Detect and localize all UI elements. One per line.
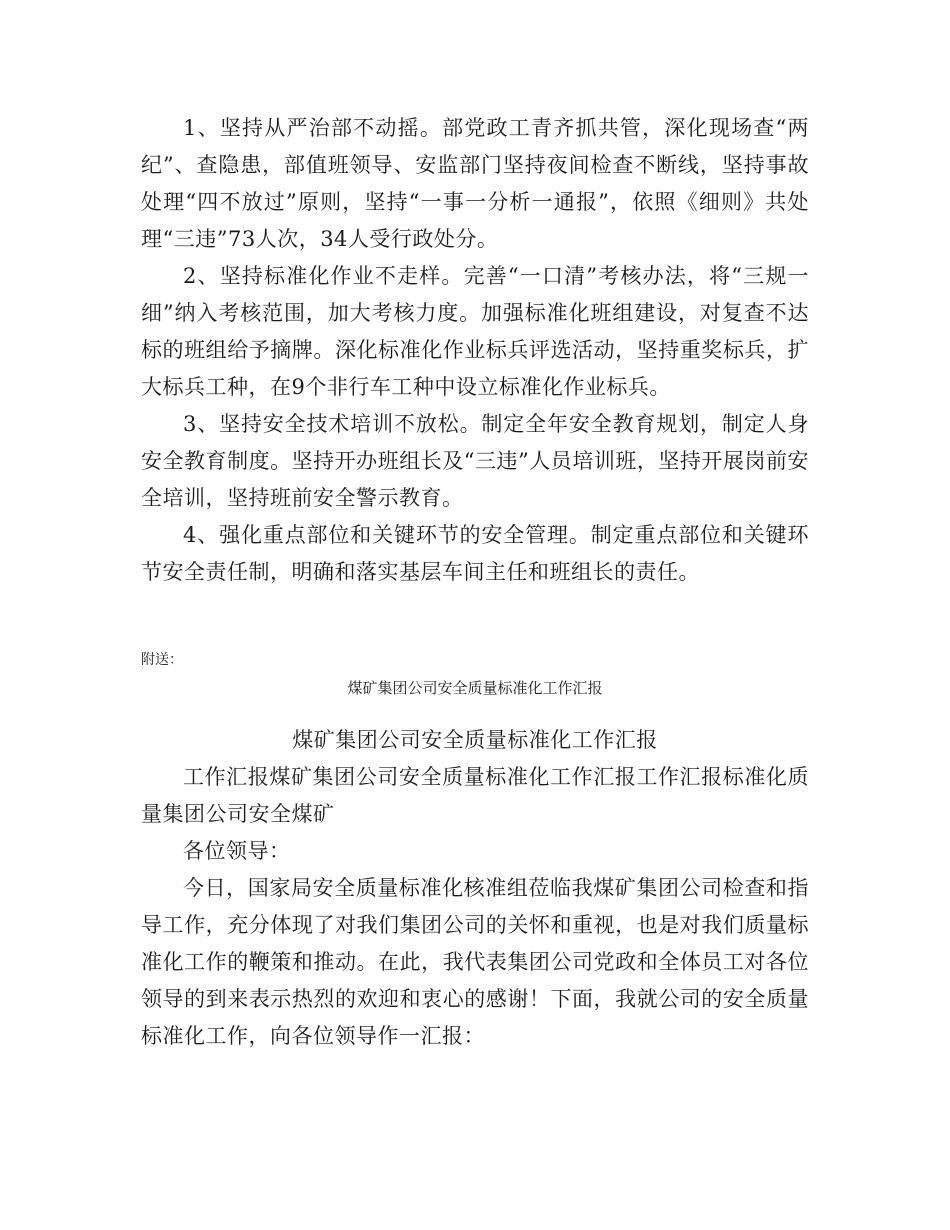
paragraph-4: 4、强化重点部位和关键环节的安全管理。制定重点部位和关键环节安全责任制，明确和落实基层车间主任和班组长的责任。 xyxy=(141,523,809,584)
report-section xyxy=(141,722,809,1055)
report-keywords: 工作汇报煤矿集团公司安全质量标准化工作汇报工作汇报标准化质量集团公司安全煤矿 xyxy=(141,765,809,826)
report-title: 煤矿集团公司安全质量标准化工作汇报 xyxy=(292,728,658,752)
report-salutation: 各位领导： xyxy=(183,839,291,863)
attachment-label: 附送： xyxy=(141,652,183,668)
paragraph-2: 2、坚持标准化作业不走样。完善“一口清”考核办法，将“三规一细”纳入考核范围，加大考核力度。加强标准化班组建设，对复查不达标的班组给予摘牌。深化标准化作业标兵评选活动，坚持重奖标兵，扩大标兵工种，在9个非行车工种中设立标准化作业标兵。 xyxy=(141,264,809,399)
measures-section xyxy=(141,110,809,591)
paragraph-3: 3、坚持安全技术培训不放松。制定全年安全教育规划，制定人身安全教育制度。坚持开办班组长及“三违”人员培训班，坚持开展岗前安全培训，坚持班前安全警示教育。 xyxy=(141,412,809,510)
paragraph-1: 1、坚持从严治部不动摇。部党政工青齐抓共管，深化现场查“两纪”、查隐患，部值班领导、安监部门坚持夜间检查不断线，坚持事故处理“四不放过”原则，坚持“一事一分析一通报”，依照《细则》共处理“三违”73人次，34人受行政处分。 xyxy=(141,116,809,251)
attachment-title: 煤矿集团公司安全质量标准化工作汇报 xyxy=(347,679,603,697)
report-body: 今日，国家局安全质量标准化核准组莅临我煤矿集团公司检查和指导工作，充分体现了对我们集团公司的关怀和重视，也是对我们质量标准化工作的鞭策和推动。在此，我代表集团公司党政和全体员工对各位领导的到来表示热烈的欢迎和衷心的感谢！下面，我就公司的安全质量标准化工作，向各位领导作一汇报： xyxy=(141,876,809,1048)
